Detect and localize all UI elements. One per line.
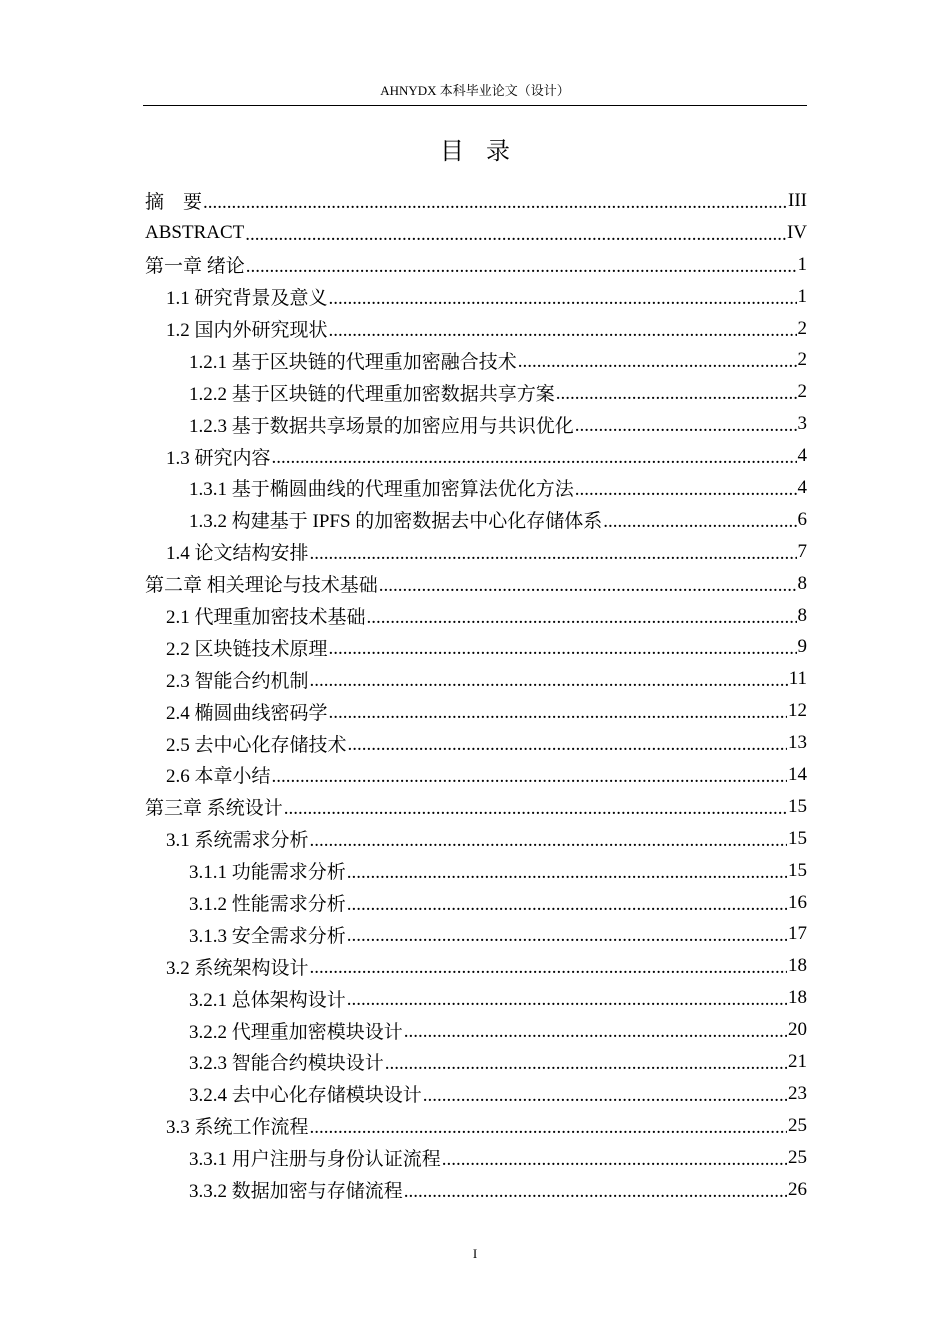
toc-entry[interactable]: [145, 1014, 807, 1046]
toc-leader-dots: [310, 670, 788, 692]
toc-entry[interactable]: [145, 791, 807, 823]
toc-entry-label: 1.3.2 构建基于 IPFS 的加密数据去中心化存储体系: [189, 511, 603, 533]
toc-leader-dots: [272, 447, 797, 469]
toc-entry[interactable]: [145, 472, 807, 504]
toc-leader-dots: [310, 957, 787, 979]
toc-leader-dots: [329, 702, 787, 724]
toc-entry-label: 3.2.3 智能合约模块设计: [189, 1053, 384, 1075]
toc-entry[interactable]: [145, 249, 807, 281]
toc-entry-label: 1.3 研究内容: [166, 447, 271, 469]
toc-entry-page: 1: [797, 253, 807, 275]
toc-entry[interactable]: [145, 1142, 807, 1174]
toc-entry-page: 18: [788, 987, 807, 1009]
toc-entry[interactable]: [145, 855, 807, 887]
header-rule: [143, 105, 807, 106]
toc-entry[interactable]: [145, 950, 807, 982]
toc-entry-label: 3.3.1 用户注册与身份认证流程: [189, 1149, 441, 1171]
toc-leader-dots: [423, 1085, 787, 1107]
toc-entry-page: 3: [797, 413, 807, 435]
toc-title: 目录: [440, 137, 532, 165]
toc-leader-dots: [310, 1117, 787, 1139]
toc-entry-label: 1.2.1 基于区块链的代理重加密融合技术: [189, 351, 517, 373]
toc-entry-page: 4: [797, 476, 807, 498]
toc-entry[interactable]: [145, 281, 807, 313]
toc-entry[interactable]: [145, 982, 807, 1014]
table-of-contents: [145, 185, 807, 1206]
toc-entry-page: 9: [797, 636, 807, 658]
toc-entry-label: 3.1 系统需求分析: [166, 830, 309, 852]
toc-entry[interactable]: [145, 727, 807, 759]
toc-leader-dots: [329, 288, 797, 310]
toc-entry[interactable]: [145, 600, 807, 632]
toc-entry-page: 18: [788, 955, 807, 977]
toc-leader-dots: [518, 351, 797, 373]
toc-leader-dots: [404, 1181, 787, 1203]
toc-leader-dots: [272, 766, 787, 788]
toc-entry-label: 3.2.4 去中心化存储模块设计: [189, 1085, 422, 1107]
toc-leader-dots: [556, 383, 797, 405]
toc-leader-dots: [575, 479, 797, 501]
toc-entry[interactable]: [145, 1110, 807, 1142]
toc-leader-dots: [310, 830, 787, 852]
toc-entry-page: 23: [788, 1082, 807, 1104]
toc-entry-page: 14: [788, 763, 807, 785]
page-number: I: [472, 1246, 478, 1261]
toc-entry[interactable]: [145, 185, 807, 217]
toc-entry[interactable]: [145, 313, 807, 345]
toc-entry-page: 2: [797, 349, 807, 371]
toc-entry-label: 1.4 论文结构安排: [166, 543, 309, 565]
toc-entry-label: 2.3 智能合约机制: [166, 670, 309, 692]
toc-leader-dots: [603, 511, 796, 533]
toc-entry-page: III: [788, 189, 807, 211]
toc-entry[interactable]: [145, 1078, 807, 1110]
toc-leader-dots: [367, 607, 797, 629]
toc-entry-page: 1: [797, 285, 807, 307]
toc-entry-label: 1.1 研究背景及意义: [166, 288, 328, 310]
toc-entry[interactable]: [145, 408, 807, 440]
toc-entry-label: 2.1 代理重加密技术基础: [166, 607, 366, 629]
toc-entry[interactable]: [145, 759, 807, 791]
toc-entry-label: 1.2 国内外研究现状: [166, 320, 328, 341]
toc-leader-dots: [245, 224, 786, 246]
toc-leader-dots: [347, 989, 787, 1011]
toc-leader-dots: [379, 575, 797, 597]
toc-entry[interactable]: [145, 440, 807, 472]
toc-entry-page: 8: [797, 604, 807, 626]
toc-entry-label: 2.4 椭圆曲线密码学: [166, 702, 328, 724]
toc-leader-dots: [246, 256, 797, 278]
toc-entry[interactable]: [145, 918, 807, 950]
toc-entry-label: 第一章 绪论: [145, 256, 245, 278]
toc-entry-page: 15: [788, 795, 807, 817]
toc-entry-label: 3.1.1 功能需求分析: [189, 862, 346, 884]
toc-leader-dots: [310, 543, 797, 565]
toc-leader-dots: [203, 192, 787, 214]
toc-entry-label: 3.3 系统工作流程: [166, 1117, 309, 1139]
toc-entry-page: 25: [788, 1114, 807, 1136]
toc-leader-dots: [347, 894, 787, 916]
toc-leader-dots: [284, 798, 787, 820]
toc-entry-label: 3.2.1 总体架构设计: [189, 989, 346, 1011]
toc-entry-label: 1.3.1 基于椭圆曲线的代理重加密算法优化方法: [189, 479, 574, 501]
toc-leader-dots: [575, 415, 797, 437]
toc-leader-dots: [329, 320, 797, 342]
toc-entry-page: 2: [797, 381, 807, 403]
toc-entry-label: 2.2 区块链技术原理: [166, 638, 328, 660]
toc-entry-page: 16: [788, 891, 807, 913]
toc-entry[interactable]: [145, 1046, 807, 1078]
toc-entry-label: 3.2 系统架构设计: [166, 957, 309, 979]
toc-entry-page: 8: [797, 572, 807, 594]
page-header: AHNYDX 本科毕业论文（设计）: [380, 83, 570, 98]
toc-entry[interactable]: [145, 568, 807, 600]
toc-entry-page: 17: [788, 923, 807, 945]
toc-entry[interactable]: [145, 887, 807, 919]
toc-entry[interactable]: [145, 217, 807, 249]
toc-entry[interactable]: [145, 823, 807, 855]
toc-entry-label: 3.1.3 安全需求分析: [189, 925, 346, 947]
toc-entry-label: 3.2.2 代理重加密模块设计: [189, 1021, 403, 1043]
toc-entry-page: 11: [788, 668, 807, 690]
toc-entry[interactable]: [145, 695, 807, 727]
toc-entry-page: 15: [788, 859, 807, 881]
toc-entry-label: 3.3.2 数据加密与存储流程: [189, 1181, 403, 1203]
toc-entry-page: 6: [797, 508, 807, 530]
toc-entry-page: 25: [788, 1146, 807, 1168]
toc-entry-page: 15: [788, 827, 807, 849]
toc-entry-page: 13: [788, 732, 807, 754]
toc-entry[interactable]: [145, 631, 807, 663]
toc-leader-dots: [347, 862, 787, 884]
toc-leader-dots: [404, 1021, 787, 1043]
toc-entry[interactable]: [145, 344, 807, 376]
toc-entry[interactable]: [145, 504, 807, 536]
toc-entry-label: 2.5 去中心化存储技术: [166, 734, 347, 756]
toc-entry-label: 摘 要: [145, 192, 203, 214]
toc-entry[interactable]: [145, 663, 807, 695]
toc-entry[interactable]: [145, 376, 807, 408]
toc-entry-page: 26: [788, 1178, 807, 1200]
toc-entry[interactable]: [145, 536, 807, 568]
toc-leader-dots: [442, 1149, 787, 1171]
toc-leader-dots: [348, 734, 787, 756]
toc-entry-label: 2.6 本章小结: [166, 766, 271, 788]
toc-entry-label: 3.1.2 性能需求分析: [189, 894, 346, 916]
toc-entry-page: 21: [788, 1050, 807, 1072]
toc-leader-dots: [329, 638, 797, 660]
toc-entry[interactable]: [145, 1174, 807, 1206]
toc-entry-page: 2: [797, 317, 807, 339]
toc-leader-dots: [385, 1053, 787, 1075]
toc-entry-page: IV: [786, 221, 807, 243]
toc-leader-dots: [347, 925, 787, 947]
toc-entry-label: 1.2.3 基于数据共享场景的加密应用与共识优化: [189, 415, 574, 437]
toc-entry-label: 1.2.2 基于区块链的代理重加密数据共享方案: [189, 383, 555, 405]
toc-entry-page: 12: [788, 700, 807, 722]
toc-entry-label: 第二章 相关理论与技术基础: [145, 575, 378, 597]
toc-entry-page: 7: [797, 540, 807, 562]
toc-entry-page: 20: [788, 1019, 807, 1041]
toc-entry-page: 4: [797, 445, 807, 467]
toc-entry-label: 第三章 系统设计: [145, 798, 283, 820]
toc-entry-label: ABSTRACT: [145, 221, 245, 243]
